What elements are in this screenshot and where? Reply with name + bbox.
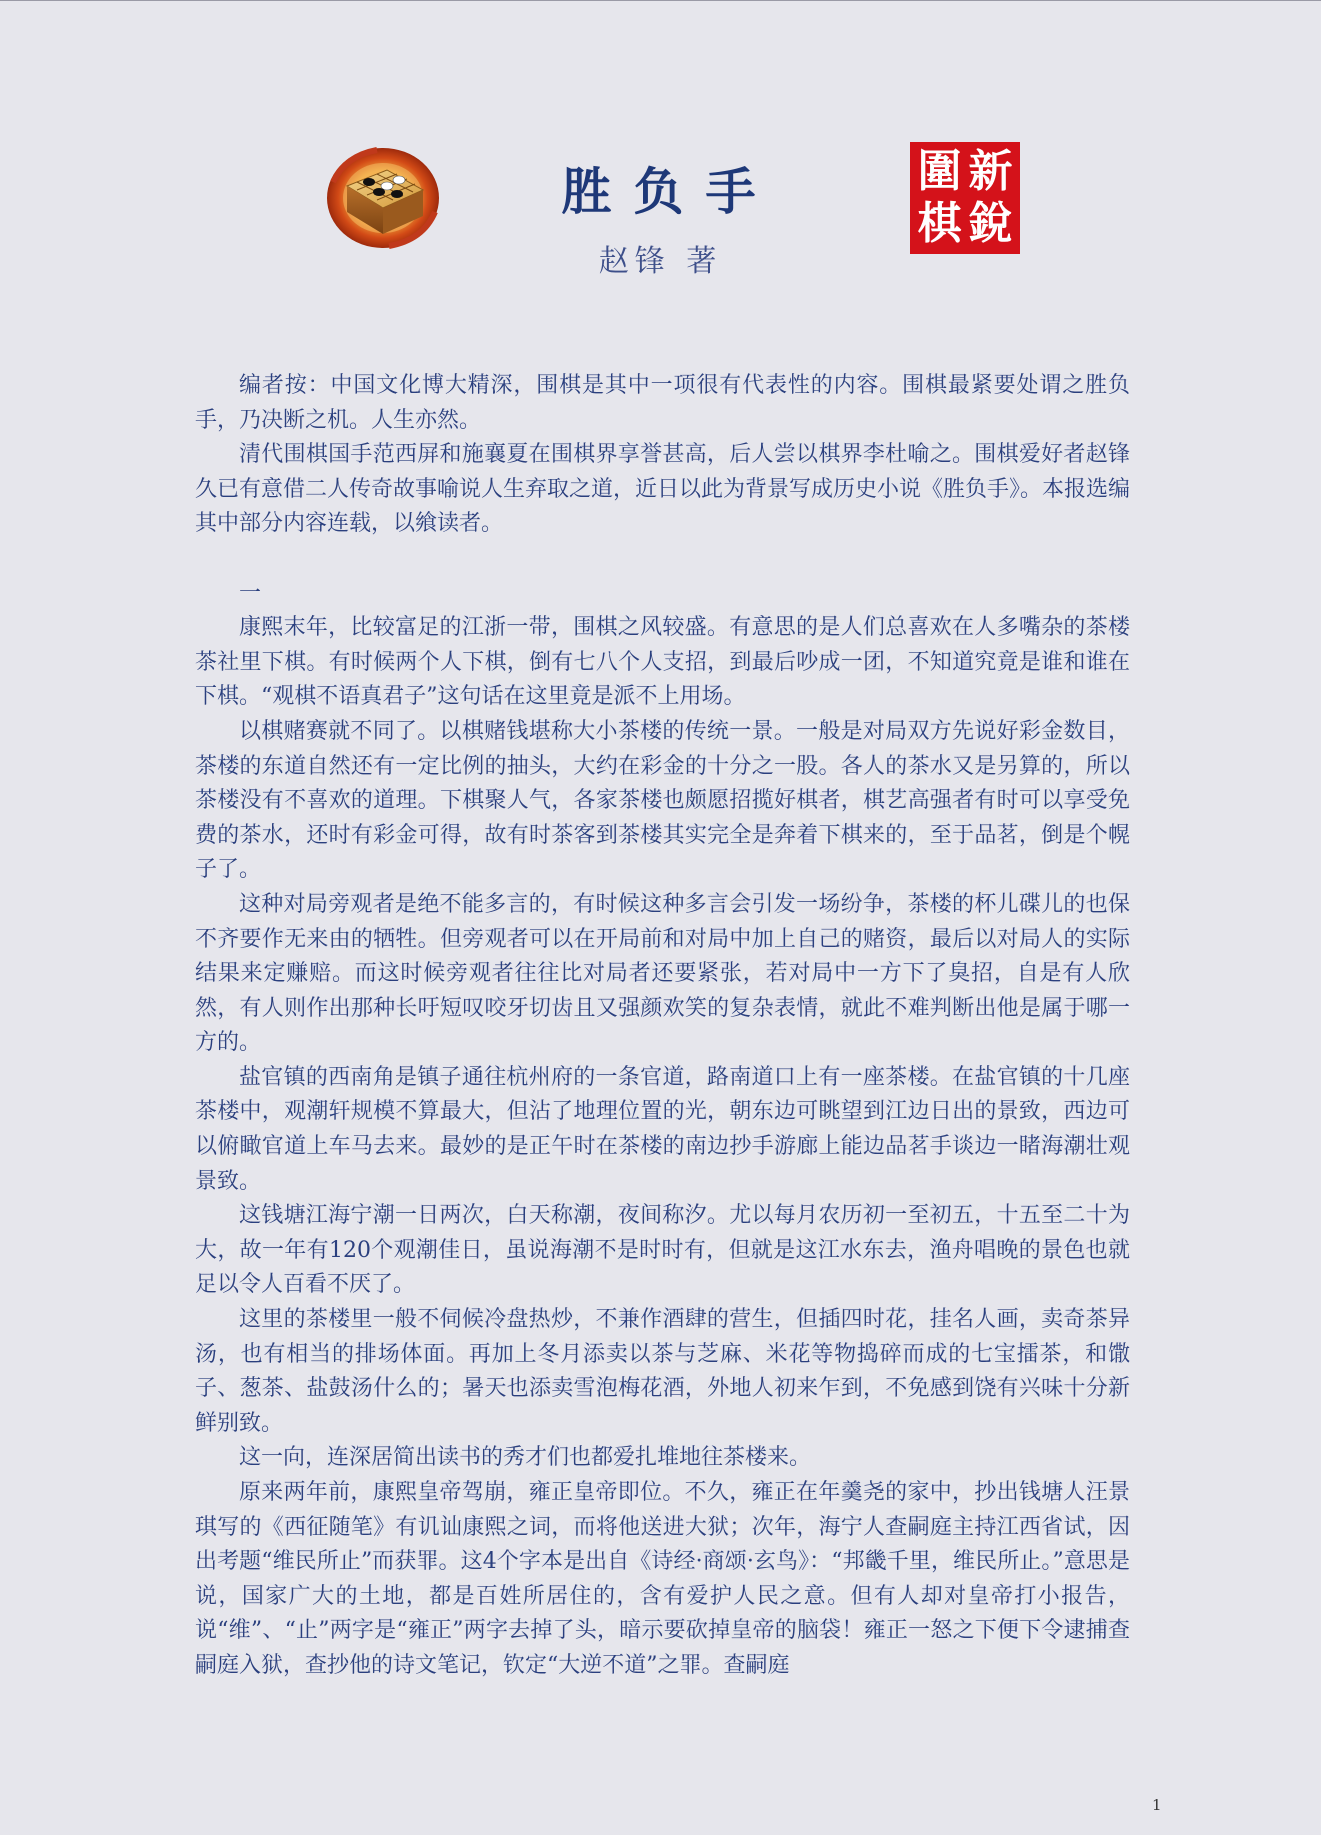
seal-char-3: 棋 [917, 198, 962, 249]
body-paragraph: 康熙末年，比较富足的江浙一带，围棋之风较盛。有意思的是人们总喜欢在人多嘴杂的茶楼茶社里下棋。有时候两个人下棋，倒有七八个人支招，到最后吵成一团，不知道究竟是谁和谁在下棋。“观棋不语真君子”这句话在这里竟是派不上用场。 [195, 615, 1130, 710]
body-paragraph: 这钱塘江海宁潮一日两次，白天称潮，夜间称汐。尤以每月农历初一至初五，十五至二十为大，故一年有120个观潮佳日，虽说海潮不是时时有，但就是这江水东去，渔舟唱晚的景色也就足以令人百看不厌了。 [195, 1203, 1130, 1298]
article-body [195, 369, 1130, 1684]
seal-stamp-logo [910, 142, 1020, 254]
editor-note-paragraph: 清代围棋国手范西屏和施襄夏在围棋界享誉甚高，后人尝以棋界李杜喻之。围棋爱好者赵锋久已有意借二人传奇故事喻说人生弃取之道，近日以此为背景写成历史小说《胜负手》。本报选编其中部分内容连载，以飨读者。 [195, 442, 1131, 537]
section-number: 一 [239, 580, 262, 606]
body-paragraph: 原来两年前，康熙皇帝驾崩，雍正皇帝即位。不久，雍正在年羹尧的家中，抄出钱塘人汪景琪写的《西征随笔》有讥讪康熙之词，而将他送进大狱；次年，海宁人查嗣庭主持江西省试，因出考题“维民所止”而获罪。这4个字本是出自《诗经·商颂·玄鸟》：“邦畿千里，维民所止。”意思是说，国家广大的土地，都是百姓所居住的，含有爱护人民之意。但有人却对皇帝打小报告，说“维”、“止”两字是“雍正”两字去掉了头，暗示要砍掉皇帝的脑袋！雍正一怒之下便下令逮捕查嗣庭入狱，查抄他的诗文笔记，钦定“大逆不道”之罪。查嗣庭 [195, 1480, 1130, 1678]
page-title: 胜负手 [561, 163, 778, 221]
section-gap [195, 542, 1130, 577]
body-paragraph: 以棋赌赛就不同了。以棋赌钱堪称大小茶楼的传统一景。一般是对局双方先说好彩金数目，茶楼的东道自然还有一定比例的抽头，大约在彩金的十分之一股。各人的茶水又是另算的，所以茶楼没有不喜欢的道理。下棋聚人气，各家茶楼也颇愿招揽好棋者，棋艺高强者有时可以享受免费的茶水，还时有彩金可得，故有时茶客到茶楼其实完全是奔着下棋来的，至于品茗，倒是个幌子了。 [195, 718, 1130, 883]
page-number: 1 [1152, 1796, 1162, 1814]
page-header [0, 0, 1321, 300]
body-paragraph: 这种对局旁观者是绝不能多言的，有时候这种多言会引发一场纷争，茶楼的杯儿碟儿的也保不齐要作无来由的牺牲。但旁观者可以在开局前和对局中加上自己的赌资，最后以对局人的实际结果来定赚赔。而这时候旁观者往往比对局者还要紧张，若对局中一方下了臭招，自是有人欣然，有人则作出那种长吁短叹咬牙切齿且又强颜欢笑的复杂表情，就此不难判断出他是属于哪一方的。 [195, 891, 1130, 1056]
editor-note-paragraph: 编者按：中国文化博大精深，围棋是其中一项很有代表性的内容。围棋最紧要处谓之胜负手，乃决断之机。人生亦然。 [195, 373, 1130, 433]
seal-char-0: 新 [968, 146, 1013, 197]
body-paragraph: 盐官镇的西南角是镇子通往杭州府的一条官道，路南道口上有一座茶楼。在盐官镇的十几座茶楼中，观潮轩规模不算最大，但沾了地理位置的光，朝东边可眺望到江边日出的景致，西边可以俯瞰官道上车马去来。最妙的是正午时在茶楼的南边抄手游廊上能边品茗手谈边一睹海潮壮观景致。 [195, 1064, 1130, 1194]
body-paragraph: 这里的茶楼里一般不伺候冷盘热炒，不兼作酒肆的营生，但插四时花，挂名人画，卖奇茶异汤，也有相当的排场体面。再加上冬月添卖以茶与芝麻、米花等物捣碎而成的七宝擂茶，和馓子、葱茶、盐鼓汤什么的；暑天也添卖雪泡梅花酒，外地人初来乍到，不免感到饶有兴味十分新鲜别致。 [195, 1307, 1130, 1436]
seal-char-1: 圍 [917, 146, 962, 197]
seal-char-2: 銳 [968, 198, 1013, 249]
body-paragraph: 这一向，连深居简出读书的秀才们也都爱扎堆地往茶楼来。 [239, 1445, 812, 1471]
author-byline: 赵锋 著 [598, 244, 723, 279]
